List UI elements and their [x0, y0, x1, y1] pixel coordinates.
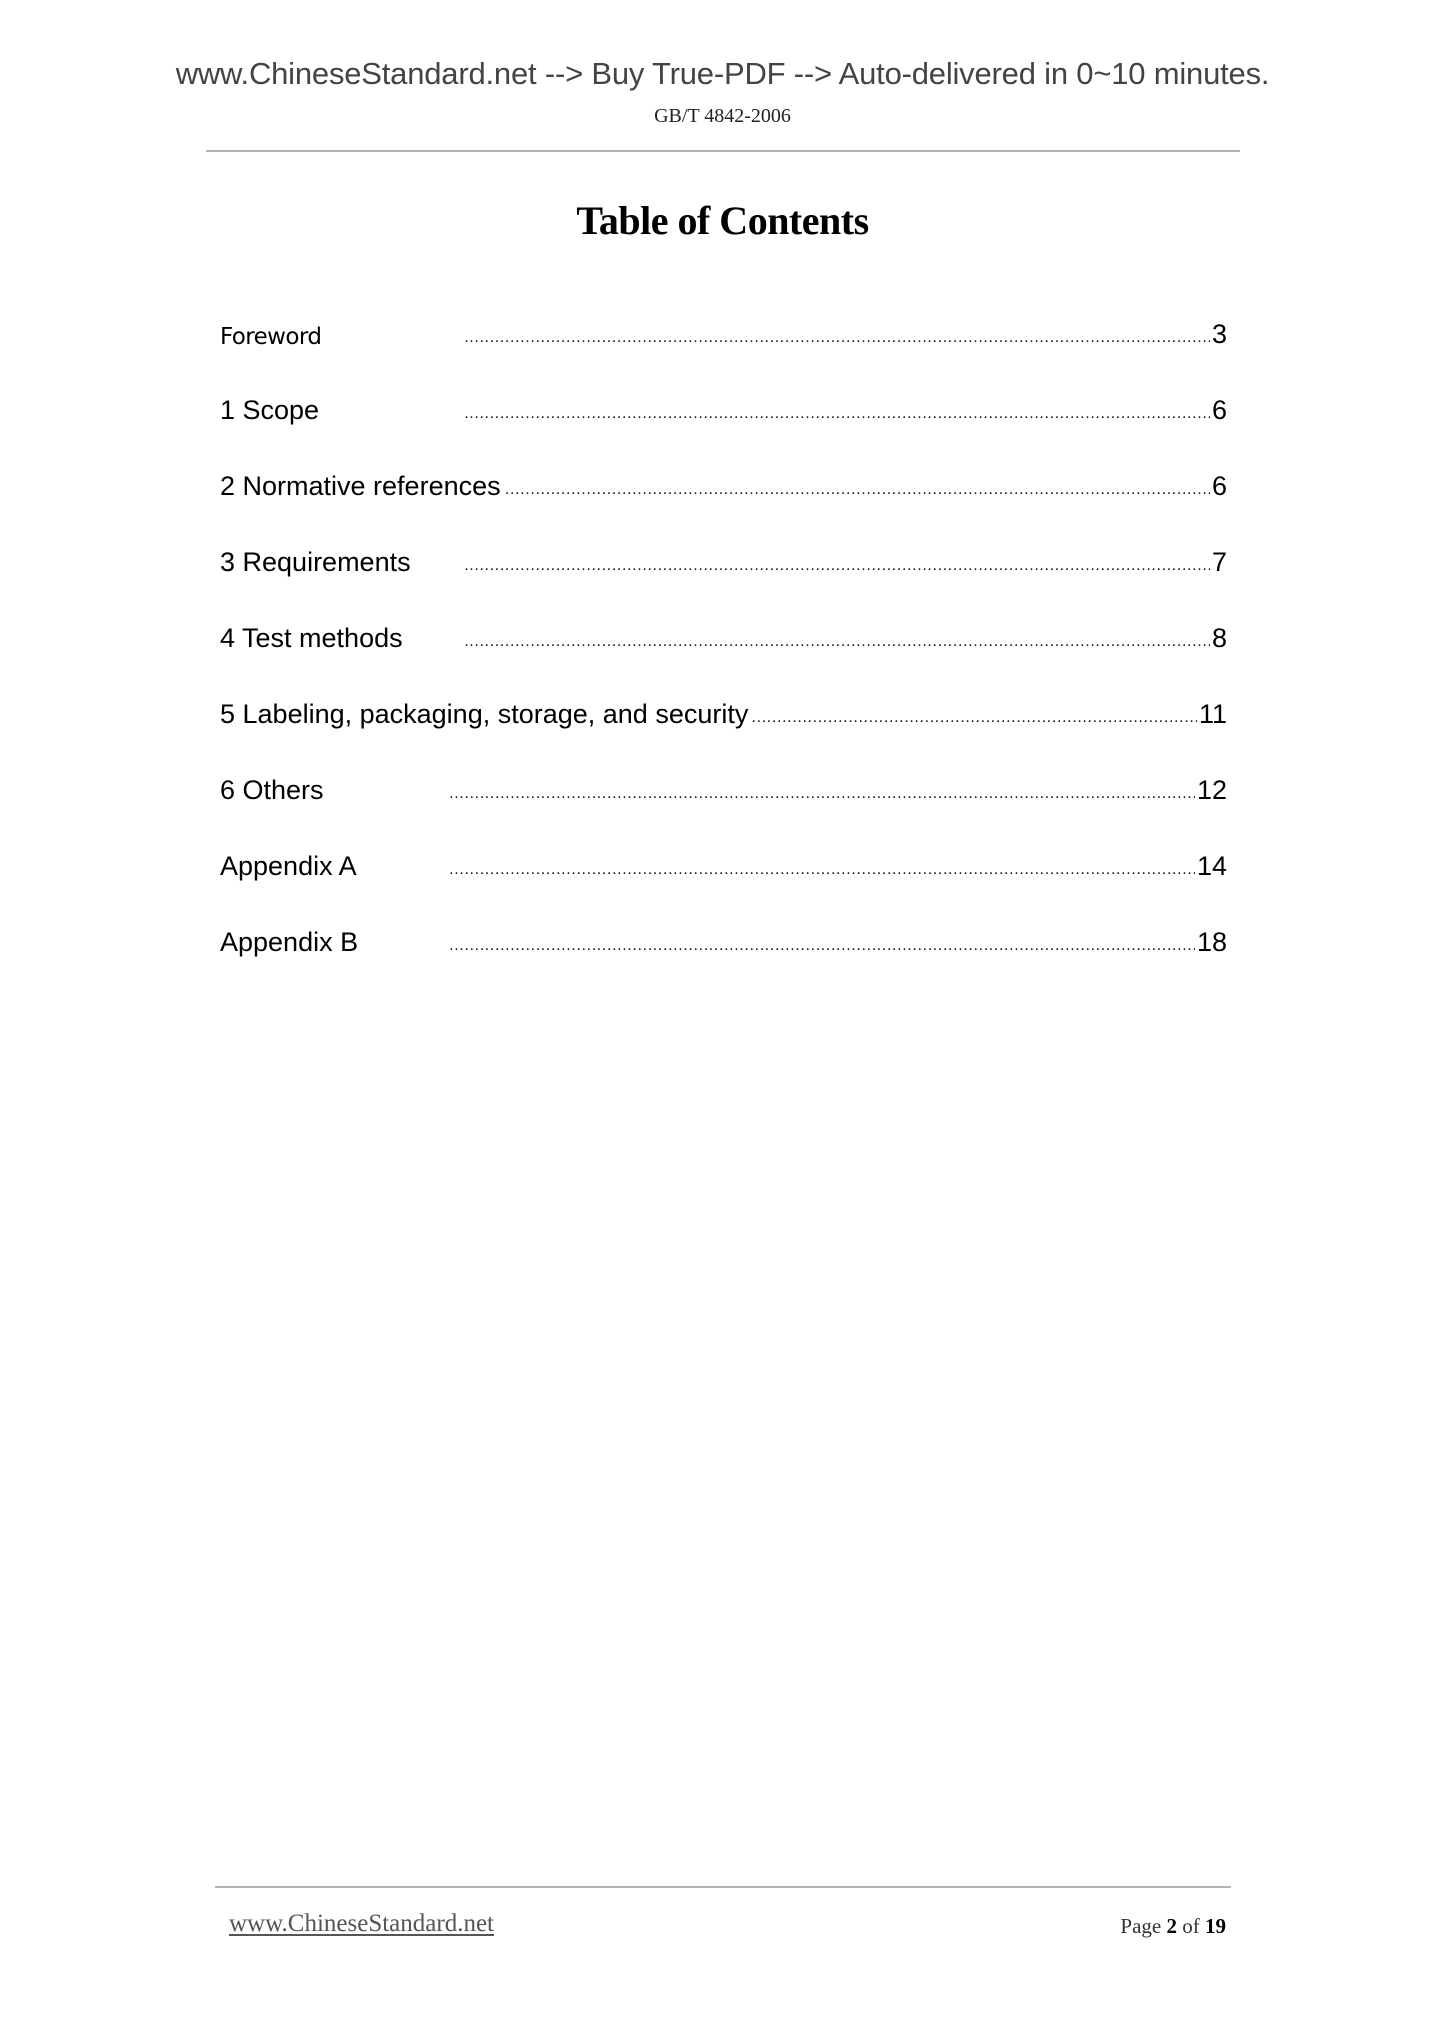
- dot-leader: [321, 392, 1210, 426]
- toc-entry-appendix-b[interactable]: [220, 924, 1227, 958]
- dot-leader: [323, 316, 1210, 350]
- promo-banner: www.ChineseStandard.net --> Buy True-PDF --> Auto-delivered in 0~10 minutes.: [175, 56, 1270, 91]
- page-of: of: [1182, 1914, 1200, 1938]
- current-page-number: 2: [1166, 1914, 1177, 1938]
- toc-entry-requirements[interactable]: [220, 544, 1227, 578]
- toc-entry-appendix-a[interactable]: [220, 848, 1227, 882]
- toc-entry-label[interactable]: Appendix B: [220, 927, 359, 957]
- toc-entry-page[interactable]: 14: [1196, 851, 1227, 881]
- total-page-count: 19: [1205, 1914, 1226, 1938]
- header-divider: [206, 150, 1240, 152]
- toc-entry-label[interactable]: 3 Requirements: [220, 547, 411, 577]
- toc-entry-label[interactable]: 4 Test methods: [220, 623, 403, 653]
- toc-entry-foreword[interactable]: [220, 316, 1227, 350]
- toc-entry-label[interactable]: Appendix A: [220, 851, 357, 881]
- toc-entry-normative-references[interactable]: [220, 468, 1227, 502]
- toc-entry-page[interactable]: 8: [1211, 623, 1227, 653]
- dot-leader: [326, 772, 1195, 806]
- dot-leader: [750, 696, 1197, 730]
- document-code: GB/T 4842-2006: [654, 105, 791, 127]
- toc-entry-page[interactable]: 7: [1211, 547, 1227, 577]
- page-title: Table of Contents: [576, 198, 869, 243]
- toc-entry-page[interactable]: 11: [1198, 699, 1227, 729]
- toc-entry-label[interactable]: 1 Scope: [220, 395, 320, 425]
- toc-entry-others[interactable]: [220, 772, 1227, 806]
- footer-divider: [215, 1886, 1231, 1888]
- dot-leader: [413, 544, 1210, 578]
- toc-entry-label[interactable]: 6 Others: [220, 775, 324, 805]
- toc-entry-page[interactable]: 18: [1196, 927, 1227, 957]
- toc-entry-page[interactable]: 6: [1211, 471, 1227, 501]
- toc-entry-page[interactable]: 6: [1211, 395, 1227, 425]
- site-link[interactable]: www.ChineseStandard.net: [229, 1910, 494, 1937]
- toc-entry-label[interactable]: 2 Normative references: [220, 471, 501, 501]
- toc-entry-label[interactable]: 5 Labeling, packaging, storage, and security: [220, 699, 749, 729]
- toc-entry-label[interactable]: Foreword: [220, 324, 322, 350]
- toc-entry-test-methods[interactable]: [220, 620, 1227, 654]
- toc-entry-scope[interactable]: [220, 392, 1227, 426]
- toc-entry-labeling-packaging[interactable]: [220, 696, 1227, 730]
- toc-entry-page[interactable]: 12: [1196, 775, 1227, 805]
- page-prefix: Page: [1120, 1914, 1162, 1938]
- dot-leader: [360, 924, 1195, 958]
- toc-entry-page[interactable]: 3: [1211, 319, 1227, 349]
- dot-leader: [405, 620, 1210, 654]
- dot-leader: [359, 848, 1195, 882]
- dot-leader: [503, 468, 1210, 502]
- page-indicator: [1120, 1914, 1226, 1939]
